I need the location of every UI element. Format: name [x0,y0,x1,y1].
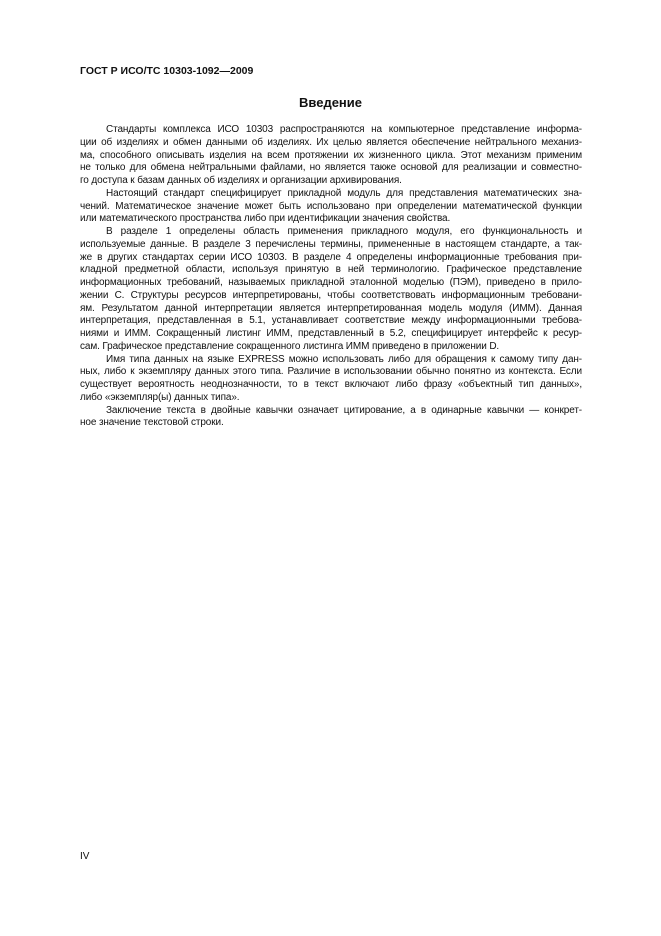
text-line: кладной предметной области, используя принятую в ней терминологию. Графическое представление [80,264,582,276]
text-line: чений. Математическое значение может быть использовано при определении математической функции [80,200,582,212]
text-line: ных, либо к экземпляру данных этого типа. Различие в использовании обычно понятно из контекста. Если [80,366,582,378]
text-line: Настоящий стандарт специфицирует прикладной модуль для представления математических зна- [106,187,582,199]
text-line: не только для обмена нейтральными файлами, но является также основой для реализации и совместно- [80,162,582,174]
text-line: ниями и ИММ. Сокращенный листинг ИММ, представленный в 5.2, специфицирует интерфейс к ресур- [80,328,582,339]
section-title: Введение [299,95,362,110]
text-line: Стандарты комплекса ИСО 10303 распространяются на компьютерное представление информа- [106,124,582,135]
text-line: либо «экземпляр(ы) данных типа». [80,391,240,403]
text-line: интерпретация, представленная в 5.1, устанавливает соответствие между информационными требова- [80,315,582,327]
page-number: IV [80,851,90,862]
text-line: используемые данные. В разделе 3 перечислены термины, примененные в настоящем стандарте, а так- [80,238,582,250]
text-line: существует вероятность неоднозначности, то в текст включают либо фразу «объектный тип данных», [80,379,582,390]
text-line: Заключение текста в двойные кавычки означает цитирование, а в одинарные кавычки — конкрет- [106,404,582,416]
text-line: информационных требований, называемых прикладной эталонной моделью (ПЭМ), приведено в прило- [80,277,582,288]
document-designation: ГОСТ Р ИСО/ТС 10303-1092—2009 [80,65,254,77]
introduction-text [80,124,582,430]
text-line: В разделе 1 определены область применения прикладного модуля, его функциональность и [106,226,582,237]
text-line: жении C. Структуры ресурсов интерпретированы, чтобы соответствовать информационным требовани- [80,289,582,301]
text-line: сам. Графическое представление сокращенного листинга ИММ приведено в приложении D. [80,340,500,352]
text-line: же в других стандартах серии ИСО 10303. В разделе 4 определены информационные требования при- [80,251,582,263]
text-line: ям. Результатом данной интерпретации является интерпретированная модель модуля (ИММ). Данная [80,302,582,314]
text-line: Имя типа данных на языке EXPRESS можно использовать либо для обращения к самому типу дан- [106,353,582,365]
text-line: или математического пространства либо при идентификации значения свойства. [80,213,451,225]
text-line: ции об изделиях и обмен данными об изделиях. Их целью является обеспечение нейтрального механиз- [80,136,582,148]
text-line: ма, способного описывать изделия на всем протяжении их жизненного цикла. Этот механизм применим [80,149,582,161]
text-line: го доступа к базам данных об изделиях и организации архивирования. [80,175,402,186]
text-line: ное значение текстовой строки. [80,417,224,429]
